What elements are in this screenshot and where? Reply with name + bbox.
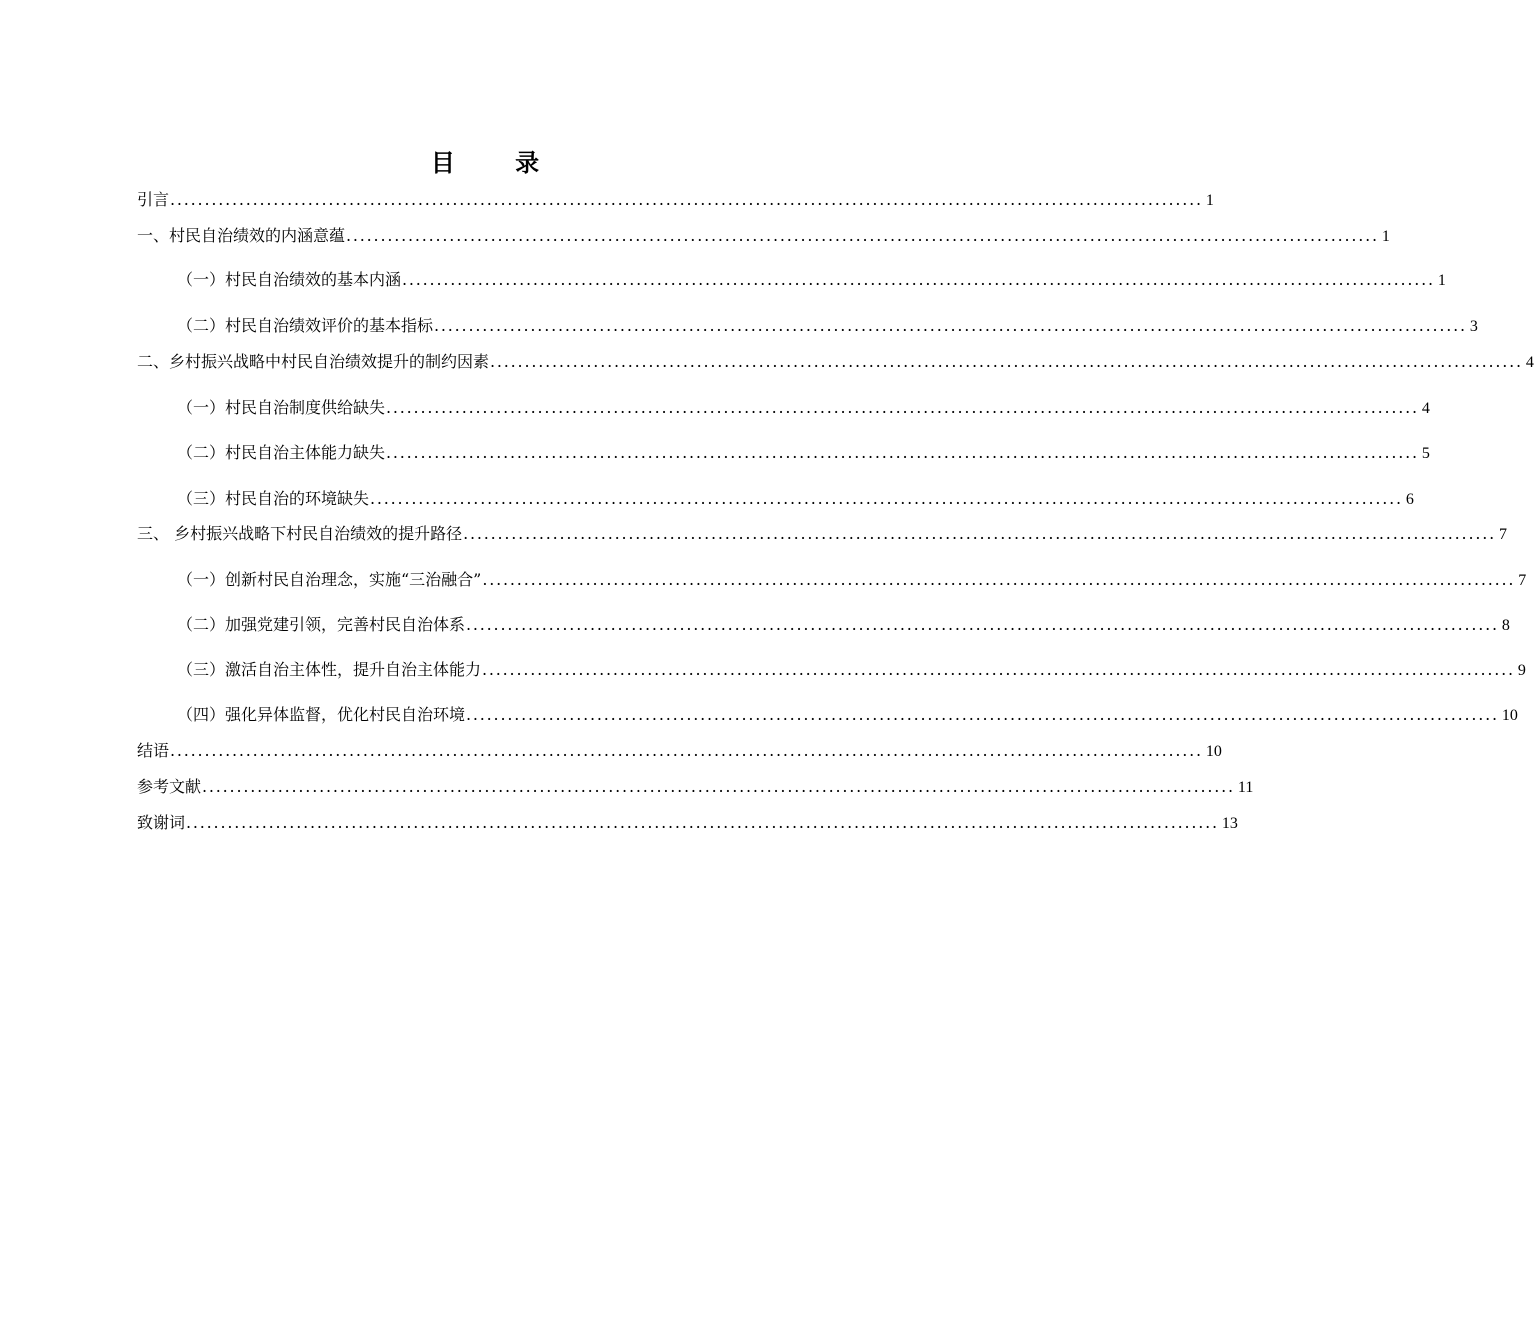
toc-dot-leader: ......................................................................................................................................................: [186, 813, 1219, 832]
toc-dot-leader: ......................................................................................................................................................: [490, 352, 1523, 371]
toc-entry[interactable]: [137, 224, 1390, 248]
toc-page-number: 4: [1421, 400, 1430, 417]
toc-entry-label: 一、村民自治绩效的内涵意蕴: [137, 226, 346, 245]
toc-dot-leader: ......................................................................................................................................................: [370, 489, 1403, 508]
toc-entry[interactable]: [177, 314, 1478, 338]
toc-page-number: 8: [1501, 617, 1510, 634]
toc-dot-leader: ......................................................................................................................................................: [482, 660, 1515, 679]
toc-dot-leader: ......................................................................................................................................................: [466, 615, 1499, 634]
toc-page-number: 9: [1517, 662, 1526, 679]
toc-entry-label: （四）强化异体监督，优化村民自治环境: [177, 705, 466, 724]
toc-entry-label: 致谢词: [137, 813, 186, 832]
toc-entry-label: （一）村民自治制度供给缺失: [177, 398, 386, 417]
toc-entry-label: （三）激活自治主体性，提升自治主体能力: [177, 660, 482, 679]
toc-dot-leader: ......................................................................................................................................................: [170, 741, 1203, 760]
toc-page-number: 6: [1405, 491, 1414, 508]
toc-page-number: 1: [1437, 272, 1446, 289]
toc-dot-leader: ......................................................................................................................................................: [386, 443, 1419, 462]
toc-title: 目 录: [430, 149, 566, 177]
toc-entry[interactable]: [177, 613, 1510, 637]
toc-entry-label: （三）村民自治的环境缺失: [177, 489, 370, 508]
toc-entry-label: 二、乡村振兴战略中村民自治绩效提升的制约因素: [137, 352, 490, 371]
toc-dot-leader: ......................................................................................................................................................: [386, 398, 1419, 417]
toc-entry[interactable]: [177, 658, 1526, 682]
toc-entry[interactable]: [177, 396, 1430, 420]
toc-dot-leader: ......................................................................................................................................................: [202, 777, 1235, 796]
toc-entry[interactable]: [177, 703, 1518, 727]
toc-dot-leader: ......................................................................................................................................................: [463, 524, 1496, 543]
toc-entry-label: 三、 乡村振兴战略下村民自治绩效的提升路径: [137, 524, 463, 543]
toc-entry[interactable]: [137, 522, 1507, 546]
toc-entry-label: 参考文献: [137, 777, 202, 796]
toc-page-number: 7: [1518, 572, 1527, 589]
toc-entry-label: 结语: [137, 741, 170, 760]
toc-page-number: 3: [1469, 318, 1478, 335]
toc-dot-leader: ......................................................................................................................................................: [434, 316, 1467, 335]
toc-entry[interactable]: [177, 268, 1446, 292]
toc-page-number: 7: [1498, 526, 1507, 543]
toc-page-number: 10: [1205, 743, 1222, 760]
toc-dot-leader: ......................................................................................................................................................: [482, 570, 1516, 589]
toc-entry[interactable]: [177, 568, 1527, 592]
toc-page-number: 1: [1381, 228, 1390, 245]
toc-entry[interactable]: [137, 775, 1254, 799]
toc-entry-label: （二）村民自治主体能力缺失: [177, 443, 386, 462]
toc-entry-label: （二）加强党建引领，完善村民自治体系: [177, 615, 466, 634]
toc-dot-leader: ......................................................................................................................................................: [402, 270, 1435, 289]
toc-entry[interactable]: [177, 441, 1430, 465]
toc-page-number: 5: [1421, 445, 1430, 462]
toc-entry-label: 引言: [137, 190, 170, 209]
toc-page-number: 4: [1525, 354, 1534, 371]
toc-entry-label: （一）村民自治绩效的基本内涵: [177, 270, 402, 289]
toc-entry[interactable]: [137, 811, 1238, 835]
toc-page-number: 10: [1501, 707, 1518, 724]
toc-entry[interactable]: [177, 487, 1414, 511]
toc-dot-leader: ......................................................................................................................................................: [466, 705, 1499, 724]
toc-dot-leader: ......................................................................................................................................................: [346, 226, 1379, 245]
toc-entry-label: （二）村民自治绩效评价的基本指标: [177, 316, 434, 335]
toc-entry[interactable]: [137, 350, 1534, 374]
toc-entry[interactable]: [137, 188, 1214, 212]
toc-entry-label: （一）创新村民自治理念，实施“三治融合”: [177, 570, 482, 589]
toc-entry[interactable]: [137, 739, 1222, 763]
toc-page-number: 11: [1237, 779, 1254, 796]
toc-page-number: 1: [1205, 192, 1214, 209]
toc-dot-leader: ......................................................................................................................................................: [170, 190, 1203, 209]
toc-page-number: 13: [1221, 815, 1238, 832]
